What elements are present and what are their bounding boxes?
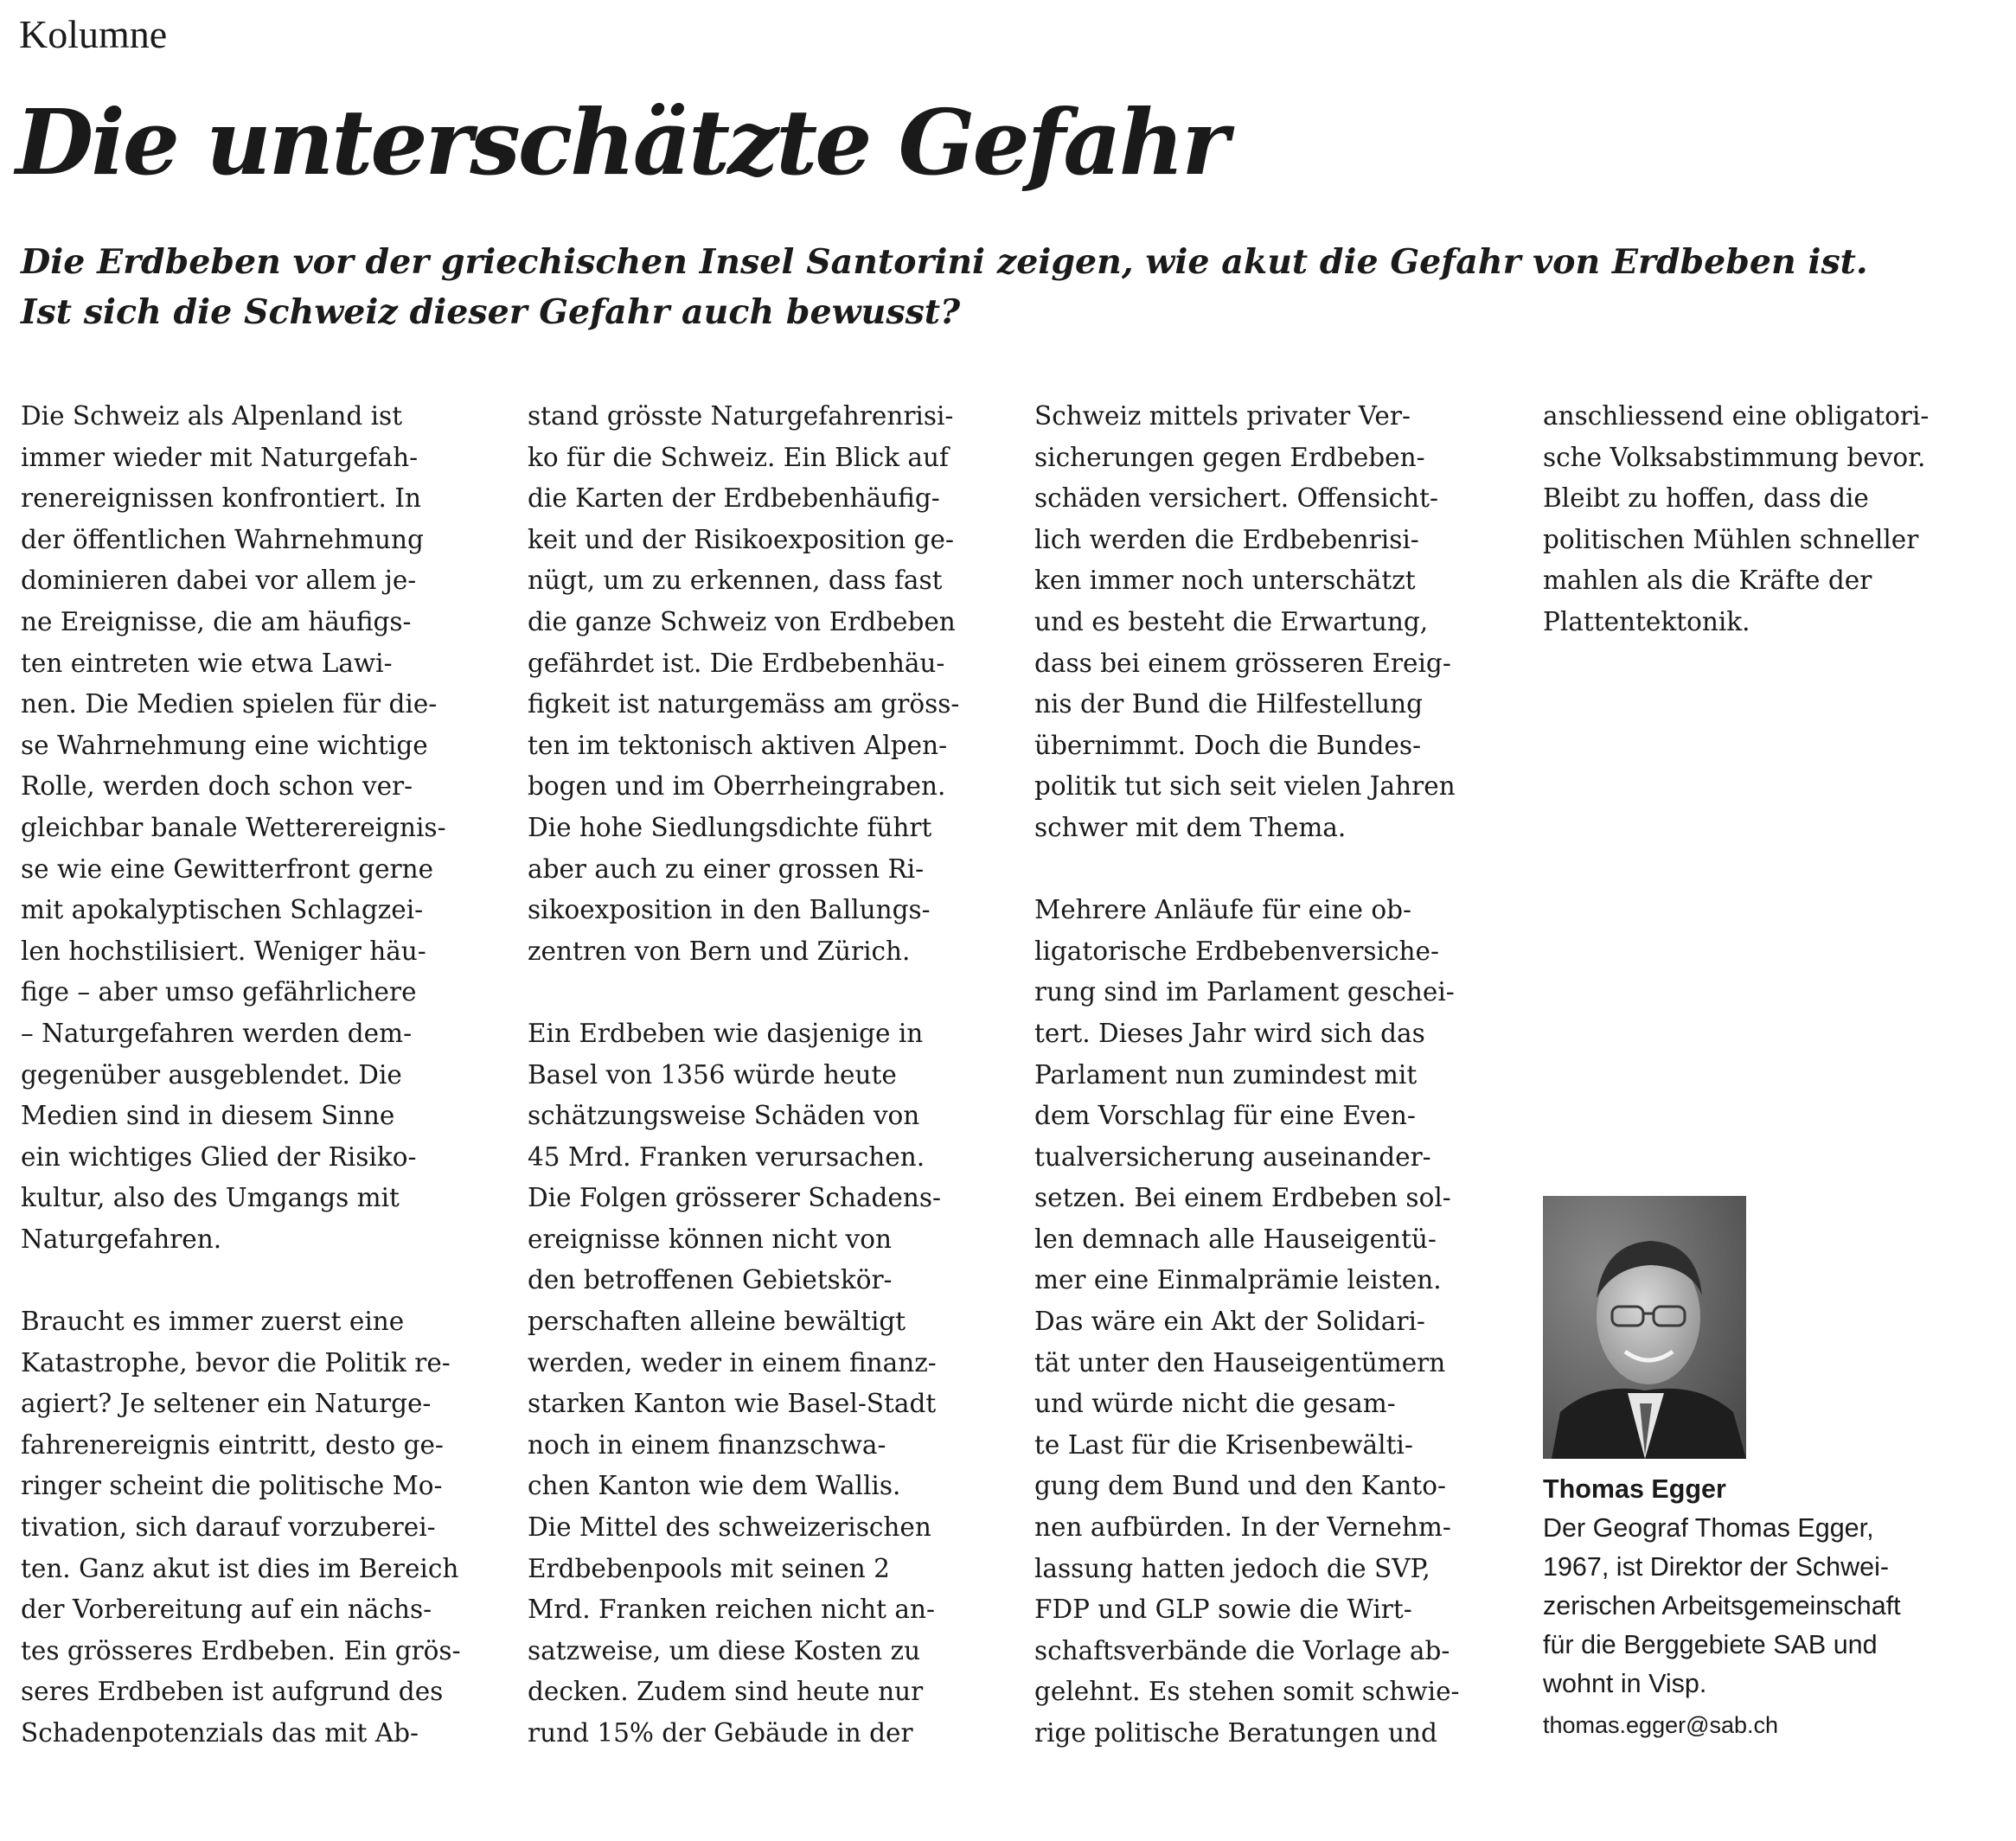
body-text-line: der Vorbereitung auf ein nächs- (21, 1595, 432, 1625)
lead-line: Ist sich die Schweiz dieser Gefahr auch bewusst? (21, 292, 961, 332)
author-name: Thomas Egger (1543, 1474, 1726, 1504)
body-text-line: mahlen als die Kräfte der (1543, 566, 1872, 596)
body-text-line: rung sind im Parlament geschei- (1034, 977, 1455, 1007)
body-text-line: dem Vorschlag für eine Even- (1034, 1101, 1416, 1131)
body-text-line: Basel von 1356 würde heute (528, 1059, 897, 1090)
body-text-line: ten im tektonisch aktiven Alpen- (528, 730, 948, 760)
body-text-line: schwer mit dem Thema. (1034, 812, 1347, 842)
body-text-line: den betroffenen Gebietskör- (528, 1265, 893, 1295)
text-column-2 (528, 396, 959, 1755)
body-text-line: len demnach alle Hauseigentü- (1034, 1224, 1437, 1254)
body-text-line: 45 Mrd. Franken verursachen. (528, 1141, 925, 1172)
body-text-line: und es besteht die Erwartung, (1034, 606, 1429, 636)
body-text-line: immer wieder mit Naturgefah- (21, 442, 419, 472)
body-text-line: dominieren dabei vor allem je- (21, 566, 417, 596)
body-text-line: Rolle, werden doch schon ver- (21, 771, 413, 802)
body-text-line: agiert? Je seltener ein Naturge- (21, 1389, 432, 1419)
body-text-line: Erdbebenpools mit seinen 2 (528, 1553, 890, 1583)
body-text-line: Schadenpotenzials das mit Ab- (21, 1718, 419, 1748)
body-text-line: Bleibt zu hoffen, dass die (1543, 483, 1869, 514)
body-text-line: ein wichtiges Glied der Risiko- (21, 1141, 417, 1172)
body-text-line: lassung hatten jedoch die SVP, (1034, 1553, 1430, 1583)
body-text-line: se Wahrnehmung eine wichtige (21, 730, 428, 760)
body-text-line: se wie eine Gewitterfront gerne (21, 853, 434, 884)
body-text-line: renereignissen konfrontiert. In (21, 483, 421, 514)
paragraph-gap (21, 1260, 461, 1301)
body-text-line: dass bei einem grösseren Ereig- (1034, 648, 1451, 678)
body-text-line: rund 15% der Gebäude in der (528, 1718, 913, 1748)
body-text-line: Die Schweiz als Alpenland ist (21, 401, 403, 431)
body-text-line: – Naturgefahren werden dem- (21, 1018, 413, 1048)
author-bio-line: für die Berggebiete SAB und (1543, 1630, 1878, 1659)
body-text-line: keit und der Risikoexposition ge- (528, 524, 954, 554)
body-text-line: nen. Die Medien spielen für die- (21, 689, 438, 719)
body-text-line: ringer scheint die politische Mo- (21, 1471, 443, 1501)
body-text-line: tes grösseres Erdbeben. Ein grös- (21, 1635, 461, 1665)
body-text-line: zentren von Bern und Zürich. (528, 936, 911, 966)
body-text-line: decken. Zudem sind heute nur (528, 1677, 924, 1707)
body-text-line: werden, weder in einem finanz- (528, 1347, 937, 1378)
body-text-line: tert. Dieses Jahr wird sich das (1034, 1018, 1425, 1048)
body-text-line: sikoexposition in den Ballungs- (528, 895, 931, 925)
text-column-1 (21, 396, 461, 1755)
body-text-line: ko für die Schweiz. Ein Blick auf (528, 442, 949, 472)
section-kicker: Kolumne (19, 12, 168, 56)
body-text-line: Mehrere Anläufe für eine ob- (1034, 895, 1411, 925)
author-bio-line: Der Geograf Thomas Egger, (1543, 1513, 1874, 1543)
text-column-4 (1543, 396, 1929, 643)
body-text-line: satzweise, um diese Kosten zu (528, 1635, 921, 1665)
body-text-line: Medien sind in diesem Sinne (21, 1101, 395, 1131)
body-text-line: Katastrophe, bevor die Politik re- (21, 1347, 451, 1378)
body-text-line: nen aufbürden. In der Vernehm- (1034, 1512, 1451, 1543)
body-text-line: fige – aber umso gefährlichere (21, 977, 417, 1007)
author-bio-line: zerischen Arbeitsgemeinschaft (1543, 1591, 1901, 1620)
body-text-line: ten eintreten wie etwa Lawi- (21, 648, 393, 678)
body-text-line: ken immer noch unterschätzt (1034, 566, 1416, 596)
body-text-line: gung dem Bund und den Kanto- (1034, 1471, 1446, 1501)
body-text-line: setzen. Bei einem Erdbeben sol- (1034, 1183, 1451, 1213)
body-text-line: gleichbar banale Wetterereignis- (21, 812, 446, 842)
body-text-line: politischen Mühlen schneller (1543, 524, 1919, 554)
body-text-line: fahrenereignis eintritt, desto ge- (21, 1429, 444, 1460)
body-text-line: Die hohe Siedlungsdichte führt (528, 812, 932, 842)
body-text-line: figkeit ist naturgemäss am gröss- (528, 689, 960, 719)
body-text-line: Das wäre ein Akt der Solidari- (1034, 1307, 1425, 1337)
body-text-line: Schweiz mittels privater Ver- (1034, 401, 1411, 431)
author-box (1543, 1470, 1901, 1743)
paragraph-gap (1034, 849, 1460, 891)
body-text-line: gelehnt. Es stehen somit schwie- (1034, 1677, 1460, 1707)
body-text-line: sicherungen gegen Erdbeben- (1034, 442, 1425, 472)
body-text-line: übernimmt. Doch die Bundes- (1034, 730, 1422, 760)
body-text-line: der öffentlichen Wahrnehmung (21, 524, 424, 554)
text-column-3 (1034, 396, 1460, 1755)
body-text-line: ne Ereignisse, die am häufigs- (21, 606, 412, 636)
paragraph-gap (528, 972, 959, 1013)
body-text-line: kultur, also des Umgangs mit (21, 1183, 400, 1213)
body-text-line: anschliessend eine obligatori- (1543, 401, 1930, 431)
body-text-line: perschaften alleine bewältigt (528, 1307, 906, 1337)
body-text-line: nügt, um zu erkennen, dass fast (528, 566, 943, 596)
body-text-line: Parlament nun zumindest mit (1034, 1059, 1418, 1090)
body-text-line: schaftsverbände die Vorlage ab- (1034, 1635, 1450, 1665)
body-text-line: sche Volksabstimmung bevor. (1543, 442, 1926, 472)
body-text-line: mit apokalyptischen Schlagzei- (21, 895, 424, 925)
body-text-line: Mrd. Franken reichen nicht an- (528, 1595, 935, 1625)
body-text-line: ereignisse können nicht von (528, 1224, 892, 1254)
body-text-line: te Last für die Krisenbewälti- (1034, 1429, 1413, 1460)
article-headline: Die unterschätzte Gefahr (16, 89, 1227, 195)
body-text-line: die Karten der Erdbebenhäufig- (528, 483, 940, 514)
body-text-line: schätzungsweise Schäden von (528, 1101, 920, 1131)
body-text-line: noch in einem finanzschwa- (528, 1429, 886, 1460)
body-text-line: bogen und im Oberrheingraben. (528, 771, 946, 802)
body-text-line: chen Kanton wie dem Wallis. (528, 1471, 901, 1501)
body-text-line: die ganze Schweiz von Erdbeben (528, 606, 956, 636)
body-text-line: nis der Bund die Hilfestellung (1034, 689, 1424, 719)
body-text-line: Plattentektonik. (1543, 606, 1750, 636)
body-text-line: schäden versichert. Offensicht- (1034, 483, 1438, 514)
body-text-line: seres Erdbeben ist aufgrund des (21, 1677, 444, 1707)
body-text-line: rige politische Beratungen und (1034, 1718, 1437, 1748)
author-bio-line: wohnt in Visp. (1543, 1669, 1707, 1698)
body-text-line: stand grösste Naturgefahrenrisi- (528, 401, 954, 431)
author-bio-line: 1967, ist Direktor der Schwei- (1543, 1552, 1890, 1582)
body-text-line: ligatorische Erdbebenversiche- (1034, 936, 1439, 966)
body-text-line: Naturgefahren. (21, 1224, 222, 1254)
body-text-line: mer eine Einmalprämie leisten. (1034, 1265, 1442, 1295)
author-portrait (1543, 1196, 1746, 1459)
body-text-line: und würde nicht die gesam- (1034, 1389, 1396, 1419)
body-text-line: starken Kanton wie Basel-Stadt (528, 1389, 937, 1419)
body-text-line: tät unter den Hauseigentümern (1034, 1347, 1446, 1378)
body-text-line: Braucht es immer zuerst eine (21, 1307, 405, 1337)
body-text-line: tivation, sich darauf vorzuberei- (21, 1512, 436, 1543)
body-text-line: FDP und GLP sowie die Wirt- (1034, 1595, 1412, 1625)
body-text-line: Ein Erdbeben wie dasjenige in (528, 1018, 924, 1048)
lead-line: Die Erdbeben vor der griechischen Insel Santorini zeigen, wie akut die Gefahr von Erdbeben ist. (21, 242, 1868, 282)
body-text-line: Die Folgen grösserer Schadens- (528, 1183, 941, 1213)
body-text-line: aber auch zu einer grossen Ri- (528, 853, 925, 884)
body-text-line: tualversicherung auseinander- (1034, 1141, 1431, 1172)
body-text-line: ten. Ganz akut ist dies im Bereich (21, 1553, 459, 1583)
body-text-line: gefährdet ist. Die Erdbebenhäu- (528, 648, 945, 678)
body-text-line: politik tut sich seit vielen Jahren (1034, 771, 1456, 802)
body-text-line: len hochstilisiert. Weniger häu- (21, 936, 426, 966)
body-text-line: Die Mittel des schweizerischen (528, 1512, 931, 1543)
article-lead (21, 237, 2010, 337)
body-text-line: gegenüber ausgeblendet. Die (21, 1059, 402, 1090)
body-text-line: lich werden die Erdbebenrisi- (1034, 524, 1419, 554)
author-email-link[interactable]: thomas.egger@sab.ch (1543, 1712, 1779, 1738)
